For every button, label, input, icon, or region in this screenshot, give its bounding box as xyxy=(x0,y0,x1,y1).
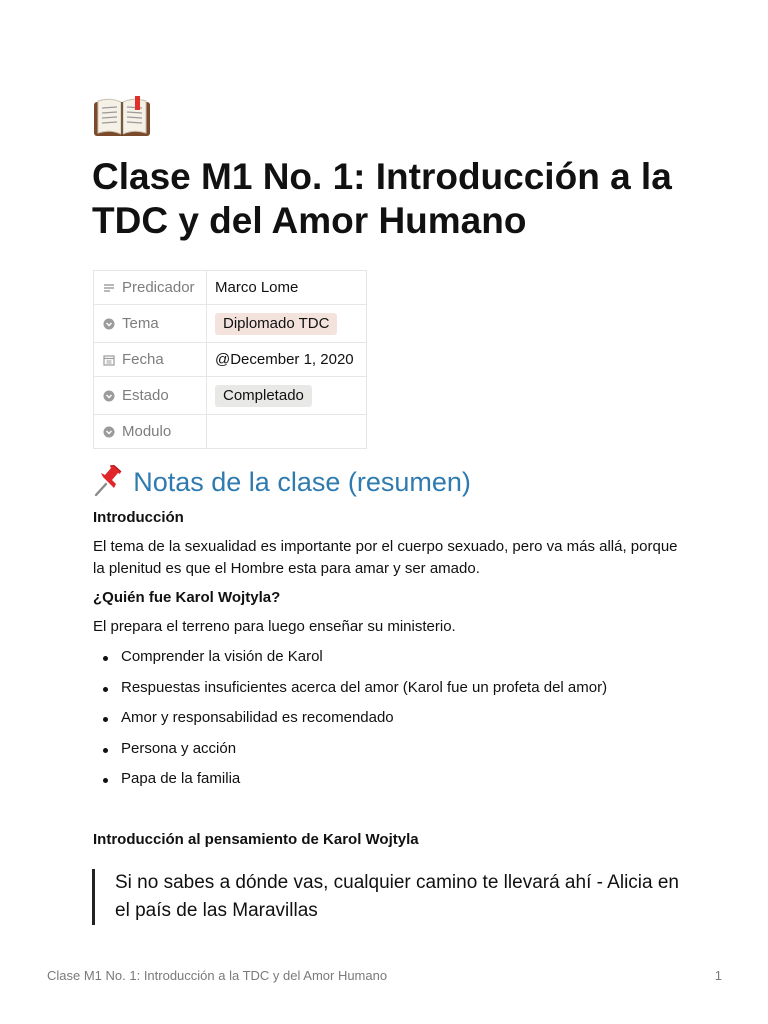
page-number: 1 xyxy=(714,968,722,983)
list-item: Amor y responsabilidad es recomendado xyxy=(93,707,607,738)
property-value-predicador[interactable]: Marco Lome xyxy=(207,271,367,305)
bullet-list xyxy=(93,646,607,799)
property-name-cell xyxy=(94,305,207,343)
notes-heading xyxy=(92,464,471,500)
select-icon xyxy=(102,317,116,331)
tema-tag: Diplomado TDC xyxy=(215,313,337,335)
list-item: Persona y acción xyxy=(93,738,607,769)
select-icon xyxy=(102,389,116,403)
pushpin-icon xyxy=(92,467,133,497)
property-value-tema[interactable] xyxy=(207,305,367,343)
quote-block: Si no sabes a dónde vas, cualquier camino te llevará ahí - Alicia en el país de las Maravillas xyxy=(92,869,695,925)
text-lines-icon xyxy=(102,281,116,295)
property-row-estado xyxy=(94,377,367,415)
thought-heading: Introducción al pensamiento de Karol Wojtyla xyxy=(93,831,419,848)
calendar-icon xyxy=(102,353,116,367)
property-name-cell xyxy=(94,377,207,415)
intro-paragraph: El tema de la sexualidad es importante por el cuerpo sexuado, pero va más allá, porque la plenitud es que el Hombre esta para amar y ser amado. xyxy=(93,538,678,577)
page-title: Clase M1 No. 1: Introducción a la TDC y del Amor Humano xyxy=(92,156,672,241)
properties-table xyxy=(93,270,367,449)
footer-title: Clase M1 No. 1: Introducción a la TDC y del Amor Humano xyxy=(47,968,388,983)
property-row-tema xyxy=(94,305,367,343)
property-name-cell xyxy=(94,343,207,377)
property-label: Estado xyxy=(122,387,169,404)
open-book-icon xyxy=(92,94,152,146)
property-row-modulo xyxy=(94,415,367,449)
property-label: Fecha xyxy=(122,351,164,368)
property-name-cell xyxy=(94,271,207,305)
property-value-modulo[interactable] xyxy=(207,415,367,449)
list-item: Comprender la visión de Karol xyxy=(93,646,607,677)
notes-heading-text: Notas de la clase (resumen) xyxy=(133,467,471,497)
property-name-cell xyxy=(94,415,207,449)
intro-heading: Introducción xyxy=(93,509,184,526)
list-item: Papa de la familia xyxy=(93,768,607,799)
property-label: Modulo xyxy=(122,423,172,440)
list-item: Respuestas insuficientes acerca del amor (Karol fue un profeta del amor) xyxy=(93,677,607,708)
property-value-fecha[interactable]: @December 1, 2020 xyxy=(207,343,367,377)
who-heading: ¿Quién fue Karol Wojtyla? xyxy=(93,589,281,606)
estado-tag: Completado xyxy=(215,385,312,407)
property-label: Tema xyxy=(122,315,159,332)
who-paragraph: El prepara el terreno para luego enseñar su ministerio. xyxy=(93,618,456,635)
property-label: Predicador xyxy=(122,279,195,296)
select-icon xyxy=(102,425,116,439)
property-row-fecha xyxy=(94,343,367,377)
property-row-predicador xyxy=(94,271,367,305)
property-value-estado[interactable] xyxy=(207,377,367,415)
